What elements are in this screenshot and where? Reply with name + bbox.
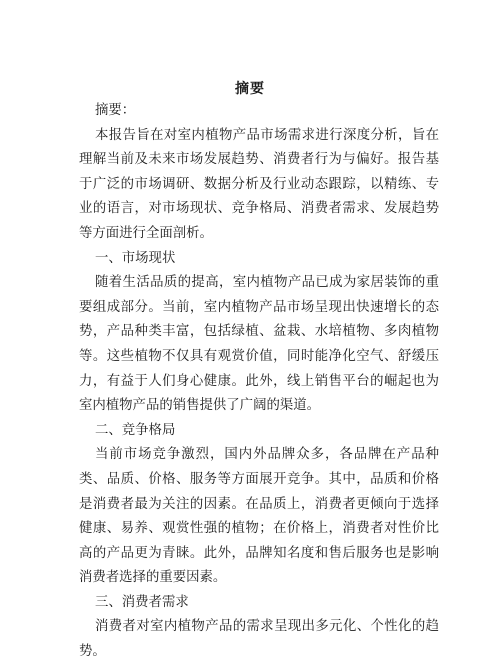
consumer-demand-paragraph: 消费者对室内植物产品的需求呈现出多元化、个性化的趋势。 [79,619,439,660]
section-heading-competition: 二、竞争格局 [95,422,176,438]
section-heading-consumer-demand: 三、消费者需求 [95,594,189,610]
market-status-paragraph: 随着生活品质的提高，室内植物产品已成为家居装饰的重要组成部分。当前，室内植物产品市场呈现出快速增长的态势，产品种类丰富，包括绿植、盆栽、水培植物、多肉植物等。这些植物不仅具有观赏价值，同时能净化空气、舒缓压力，有益于人们身心健康。此外，线上销售平台的崛起也为室内植物产品的销售提供了广阔的渠道。 [79,275,439,414]
document-body [79,99,439,665]
section-heading-market-status: 一、市场现状 [95,250,176,266]
competition-paragraph: 当前市场竞争激烈，国内外品牌众多，各品牌在产品种类、品质、价格、服务等方面展开竞争。其中，品质和价格是消费者最为关注的因素。在品质上，消费者更倾向于选择健康、易养、观赏性强的植物；在价格上，消费者对性价比高的产品更为青睐。此外，品牌知名度和售后服务也是影响消费者选择的重要因素。 [79,447,439,586]
document-title: 摘要 [235,81,265,97]
intro-paragraph: 本报告旨在对室内植物产品市场需求进行深度分析，旨在理解当前及未来市场发展趋势、消费者行为与偏好。报告基于广泛的市场调研、数据分析及行业动态跟踪，以精练、专业的语言，对市场现状、竞争格局、消费者需求、发展趋势等方面进行全面剖析。 [79,127,439,241]
abstract-label: 摘要： [95,103,136,118]
